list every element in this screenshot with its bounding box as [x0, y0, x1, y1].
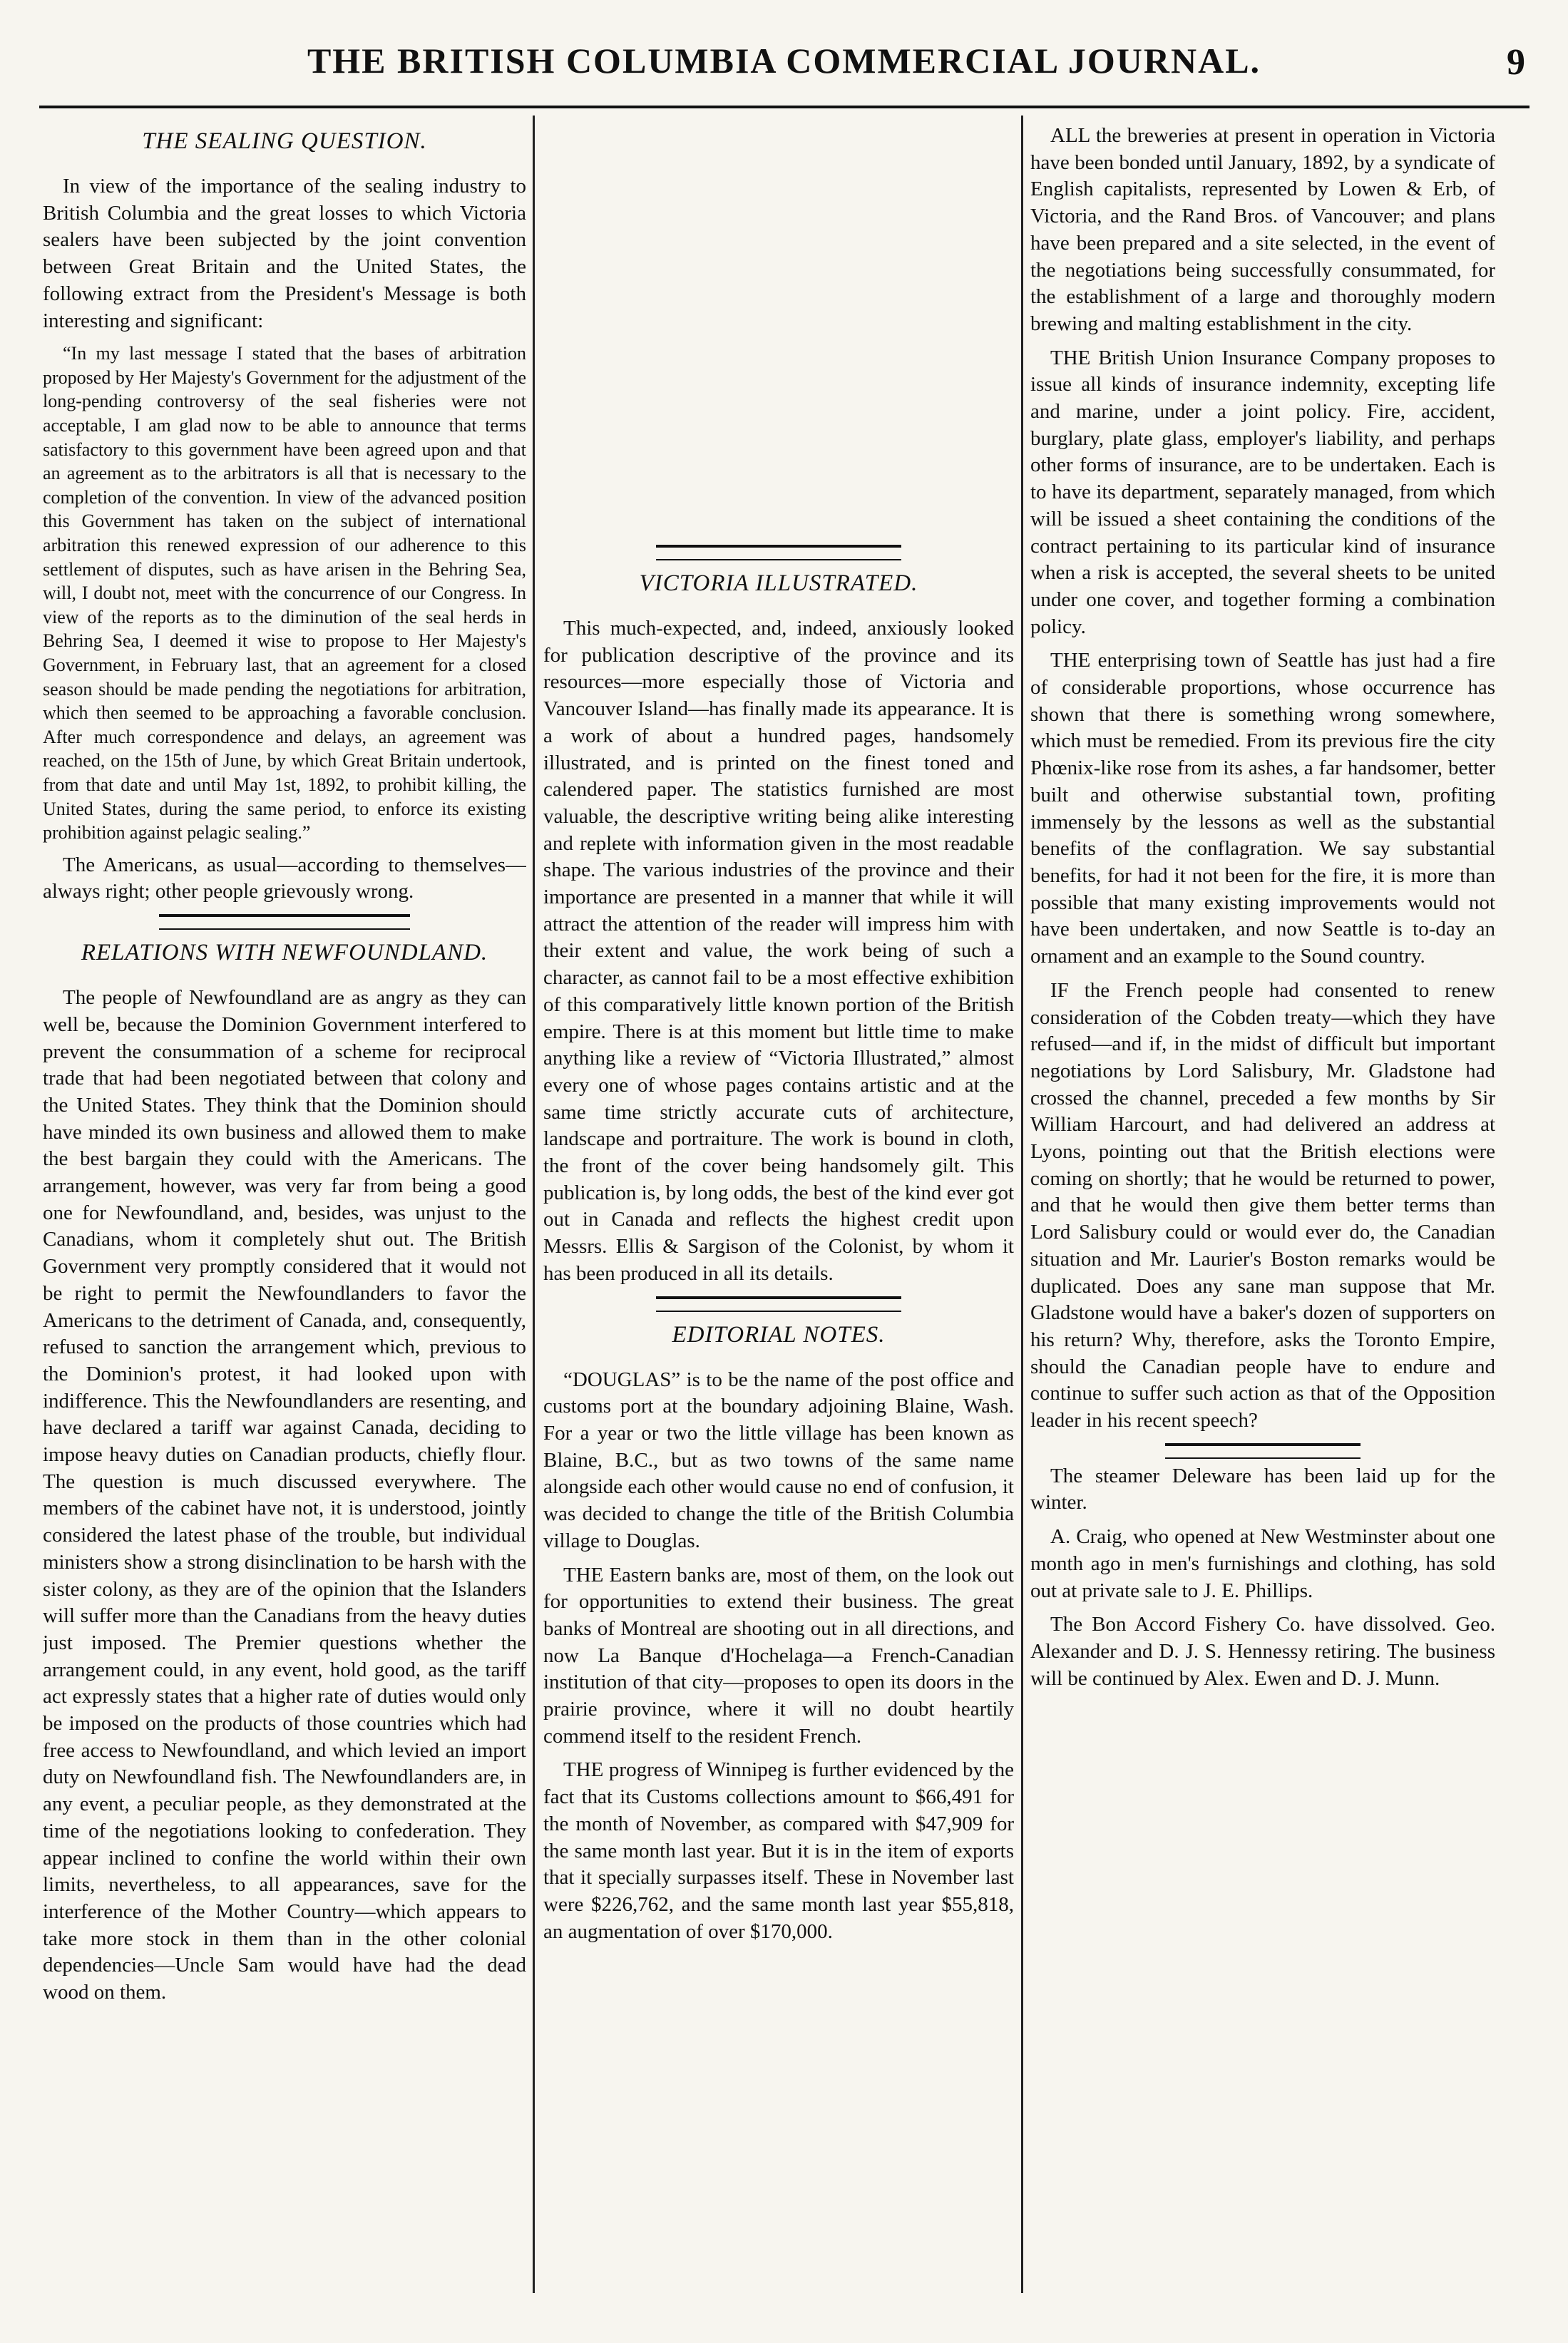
brief-deleware: The steamer Deleware has been laid up for the winter. — [1030, 1464, 1495, 1514]
sealing-paragraph: In view of the importance of the sealing industry to British Columbia and the great losses to which Victoria sealers have been subjected by the joint convention between Great Britain and the United States, the following extract from the President's Message is both interesting and significant: — [43, 175, 526, 332]
victoria-paragraph: This much-expected, and, indeed, anxiously looked for publication descriptive of the province and its resources—more especially those of Victoria and Vancouver Island—has finally made its appearance. It is a work of about a hundred pages, handsomely illustrated, and is printed on the finest toned and calendered paper. The statistics furnished are most valuable, the descriptive writing being alike interesting and replete with information given in the most readable shape. The various industries of the province and their importance are presented in a manner that while it will attract the attention of the reader will impress him with their extent and value, the work being of such a character, as cannot fail to be a most effective exhibition of this comparatively little known portion of the British empire. There is at this moment but little time to make anything like a review of “Victoria Illustrated,” almost every one of whose pages contains artistic and at the same time strictly accurate cuts of architecture, landscape and portraiture. The work is bound in cloth, the front of the cover being handsomely gilt. This publication is, by long odds, the best of the kind ever got out in Canada and reflects the highest credit upon Messrs. Ellis & Sargison of the Colonist, by whom it has been produced in all its details. — [543, 617, 1014, 1285]
page-number: 9 — [1507, 42, 1525, 83]
masthead-rule — [39, 106, 1529, 108]
victoria-heading: VICTORIA ILLUSTRATED. — [639, 570, 918, 596]
sealing-heading: THE SEALING QUESTION. — [142, 128, 427, 154]
newfoundland-continuation-space — [543, 123, 1014, 536]
brief-bon-accord: The Bon Accord Fishery Co. have dissolved. Geo. Alexander and D. J. S. Hennessy retiring. The business will be continued by Alex. Ewen and D. J. Munn. — [1030, 1613, 1495, 1690]
editorial-winnipeg: THE progress of Winnipeg is further evidenced by the fact that its Customs collections amount to $66,491 for the month of November, as compared with $47,909 for the same month last year. But it is in the item of exports that it specially surpasses itself. These in November last were $226,762, and the same month last year $55,818, an augmentation of over $170,000. — [543, 1758, 1014, 1943]
column-1 — [43, 123, 526, 2314]
column-3 — [1030, 123, 1495, 2314]
section-separator — [159, 914, 411, 930]
editorial-breweries: ALL the breweries at present in operation in Victoria have been bonded until January, 1892, by a syndicate of English capitalists, represented by Lowen & Erb, of Victoria, and the Rand Bros. of Vancouver; and plans have been prepared and a site selected, in the event of the negotiations being successfully consummated, for the establishment of a large and thoroughly modern brewing and malting establishment in the city. — [1030, 124, 1495, 335]
section-separator — [656, 1296, 901, 1312]
masthead — [36, 13, 1532, 98]
editorial-douglas: “DOUGLAS” is to be the name of the post office and customs port at the boundary adjoining Blaine, Wash. For a year or two the little village has been known as Blaine, B.C., but as two towns of the same name alongside each other would cause no end of confusion, it was decided to change the title of the British Columbia village to Douglas. — [543, 1368, 1014, 1552]
brief-craig: A. Craig, who opened at New Westminster about one month ago in men's furnishings and clothing, has sold out at private sale to J. E. Phillips. — [1030, 1525, 1495, 1602]
column-2 — [543, 123, 1014, 2314]
presidents-message-quote: “In my last message I stated that the bases of arbitration proposed by Her Majesty's Government for the adjustment of the long-pending controversy of the seal fisheries were not acceptable, I am glad now to be able to announce that terms satisfactory to this government have been agreed upon and that an agreement as to the arbitrators is all that is necessary to the completion of the convention. In view of the advanced position this Government has taken on the subject of international arbitration this renewed expression of our adherence to this settlement of disputes, such as have arisen in the Behring Sea, will, I doubt not, meet with the concurrence of our Congress. In view of the reports as to the diminution of the seal herds in Behring Sea, I deemed it wise to propose to Her Majesty's Government, in February last, that an agreement for a closed season should be made pending the negotiations for arbitration, which then seemed to be approaching a favorable conclusion. After much correspondence and delays, an agreement was reached, on the 15th of June, by which Great Britain undertook, from that date and until May 1st, 1892, to prohibit killing, the United States, during the same period, to enforce its existing prohibition against pelagic sealing.” — [43, 343, 526, 844]
journal-title: THE BRITISH COLUMBIA COMMERCIAL JOURNAL. — [307, 41, 1261, 81]
editorial-cobden: IF the French people had consented to renew consideration of the Cobden treaty—which they have refused—and if, in the midst of difficult but important negotiations by Lord Salisbury, Mr. Gladstone had crossed the channel, preceded a few months by Sir William Harcourt, and had delivered an address at Lyons, pointing out that the British elections were coming on shortly; that he would be returned to power, and that he would then give them better terms than Lord Salisbury could or would ever do, the Canadian situation and Mr. Laurier's Boston remarks would be duplicated. Does any sane man suppose that Mr. Gladstone would have a baker's dozen of supporters on his return? Why, therefore, asks the Toronto Empire, should the Canadian people have to endure and continue to suffer such action as that of the Opposition leader in his recent speech? — [1030, 978, 1495, 1432]
editorial-insurance: THE British Union Insurance Company proposes to issue all kinds of insurance indemnity, excepting life and marine, under a joint policy. Fire, accident, burglary, plate glass, employer's liability, and perhaps other forms of insurance, are to be undertaken. Each is to have its department, separately managed, from which will be issued a sheet containing the conditions of the contract pertaining to its particular kind of insurance when a risk is accepted, the several sheets to be united under one cover, and together forming a combination policy. — [1030, 346, 1495, 638]
newfoundland-heading: RELATIONS WITH NEWFOUNDLAND. — [81, 940, 488, 966]
column-divider-1 — [533, 116, 535, 2293]
editorial-eastern-banks: THE Eastern banks are, most of them, on the look out for opportunities to extend their business. The great banks of Montreal are shooting out in all directions, and now La Banque d'Hochelaga—a French-Canadian institution of that city—proposes to open its doors in the prairie province, where it will no doubt heartily commend itself to the resident French. — [543, 1563, 1014, 1748]
newfoundland-paragraph: The people of Newfoundland are as angry as they can well be, because the Dominion Government interfered to prevent the consummation of a scheme for reciprocal trade that had been negotiated between that colony and the United States. They think that the Dominion should have minded its own business and allowed them to make the best bargain they could with the Americans. The arrangement, however, was very far from being a good one for Newfoundland, and, besides, was unjust to the Canadians, whom it completely shut out. The British Government very promptly considered that it would not be right to permit the Newfoundlanders to favor the Americans to the detriment of Canada, and, consequently, refused to sanction the arrangement which, previous to the Dominion's protest, it had looked upon with indifference. This the Newfoundlanders are resenting, and have declared a tariff war against Canada, deciding to impose heavy duties on Canadian products, chiefly flour. The question is much discussed everywhere. The members of the cabinet have not, it is understood, jointly considered the latest phase of the trouble, but individual ministers show a strong disinclination to be harsh with the sister colony, as they are of the opinion that the Islanders will suffer more than the Canadians from the heavy duties just imposed. The Premier questions whether the arrangement could, in any event, hold good, as the tariff act expressly states that a higher rate of duties would only be imposed on the products of those countries which had free access to Newfoundland, and which levied an import duty on Newfoundland fish. The Newfoundlanders are, in any event, a peculiar people, as they demonstrated at the time of the negotiations looking to confederation. They appear inclined to confine the world within their own limits, nevertheless, to all appearances, save for the interference of the Mother Country—which appears to take more stock in them than in the other colonial dependencies—Uncle Sam would have had the dead wood on them. — [43, 986, 526, 2004]
sealing-closing: The Americans, as usual—according to themselves—always right; other people grievously wrong. — [43, 853, 526, 903]
editorial-seattle: THE enterprising town of Seattle has just had a fire of considerable proportions, whose occurrence has shown that there is something wrong somewhere, which must be remedied. From its previous fire the city Phœnix-like rose from its ashes, a far handsomer, better built and otherwise substantial town, profiting immensely by the lessons as well as the substantial benefits of the conflagration. We say substantial benefits, for had it not been for the fire, it is more than possible that many existing improvements would not have been undertaken, and now Seattle is to-day an ornament and an example to the Sound country. — [1030, 649, 1495, 968]
section-separator — [1165, 1443, 1361, 1459]
editorial-heading: EDITORIAL NOTES. — [672, 1321, 886, 1348]
column-divider-2 — [1021, 116, 1023, 2293]
section-separator — [656, 545, 901, 560]
